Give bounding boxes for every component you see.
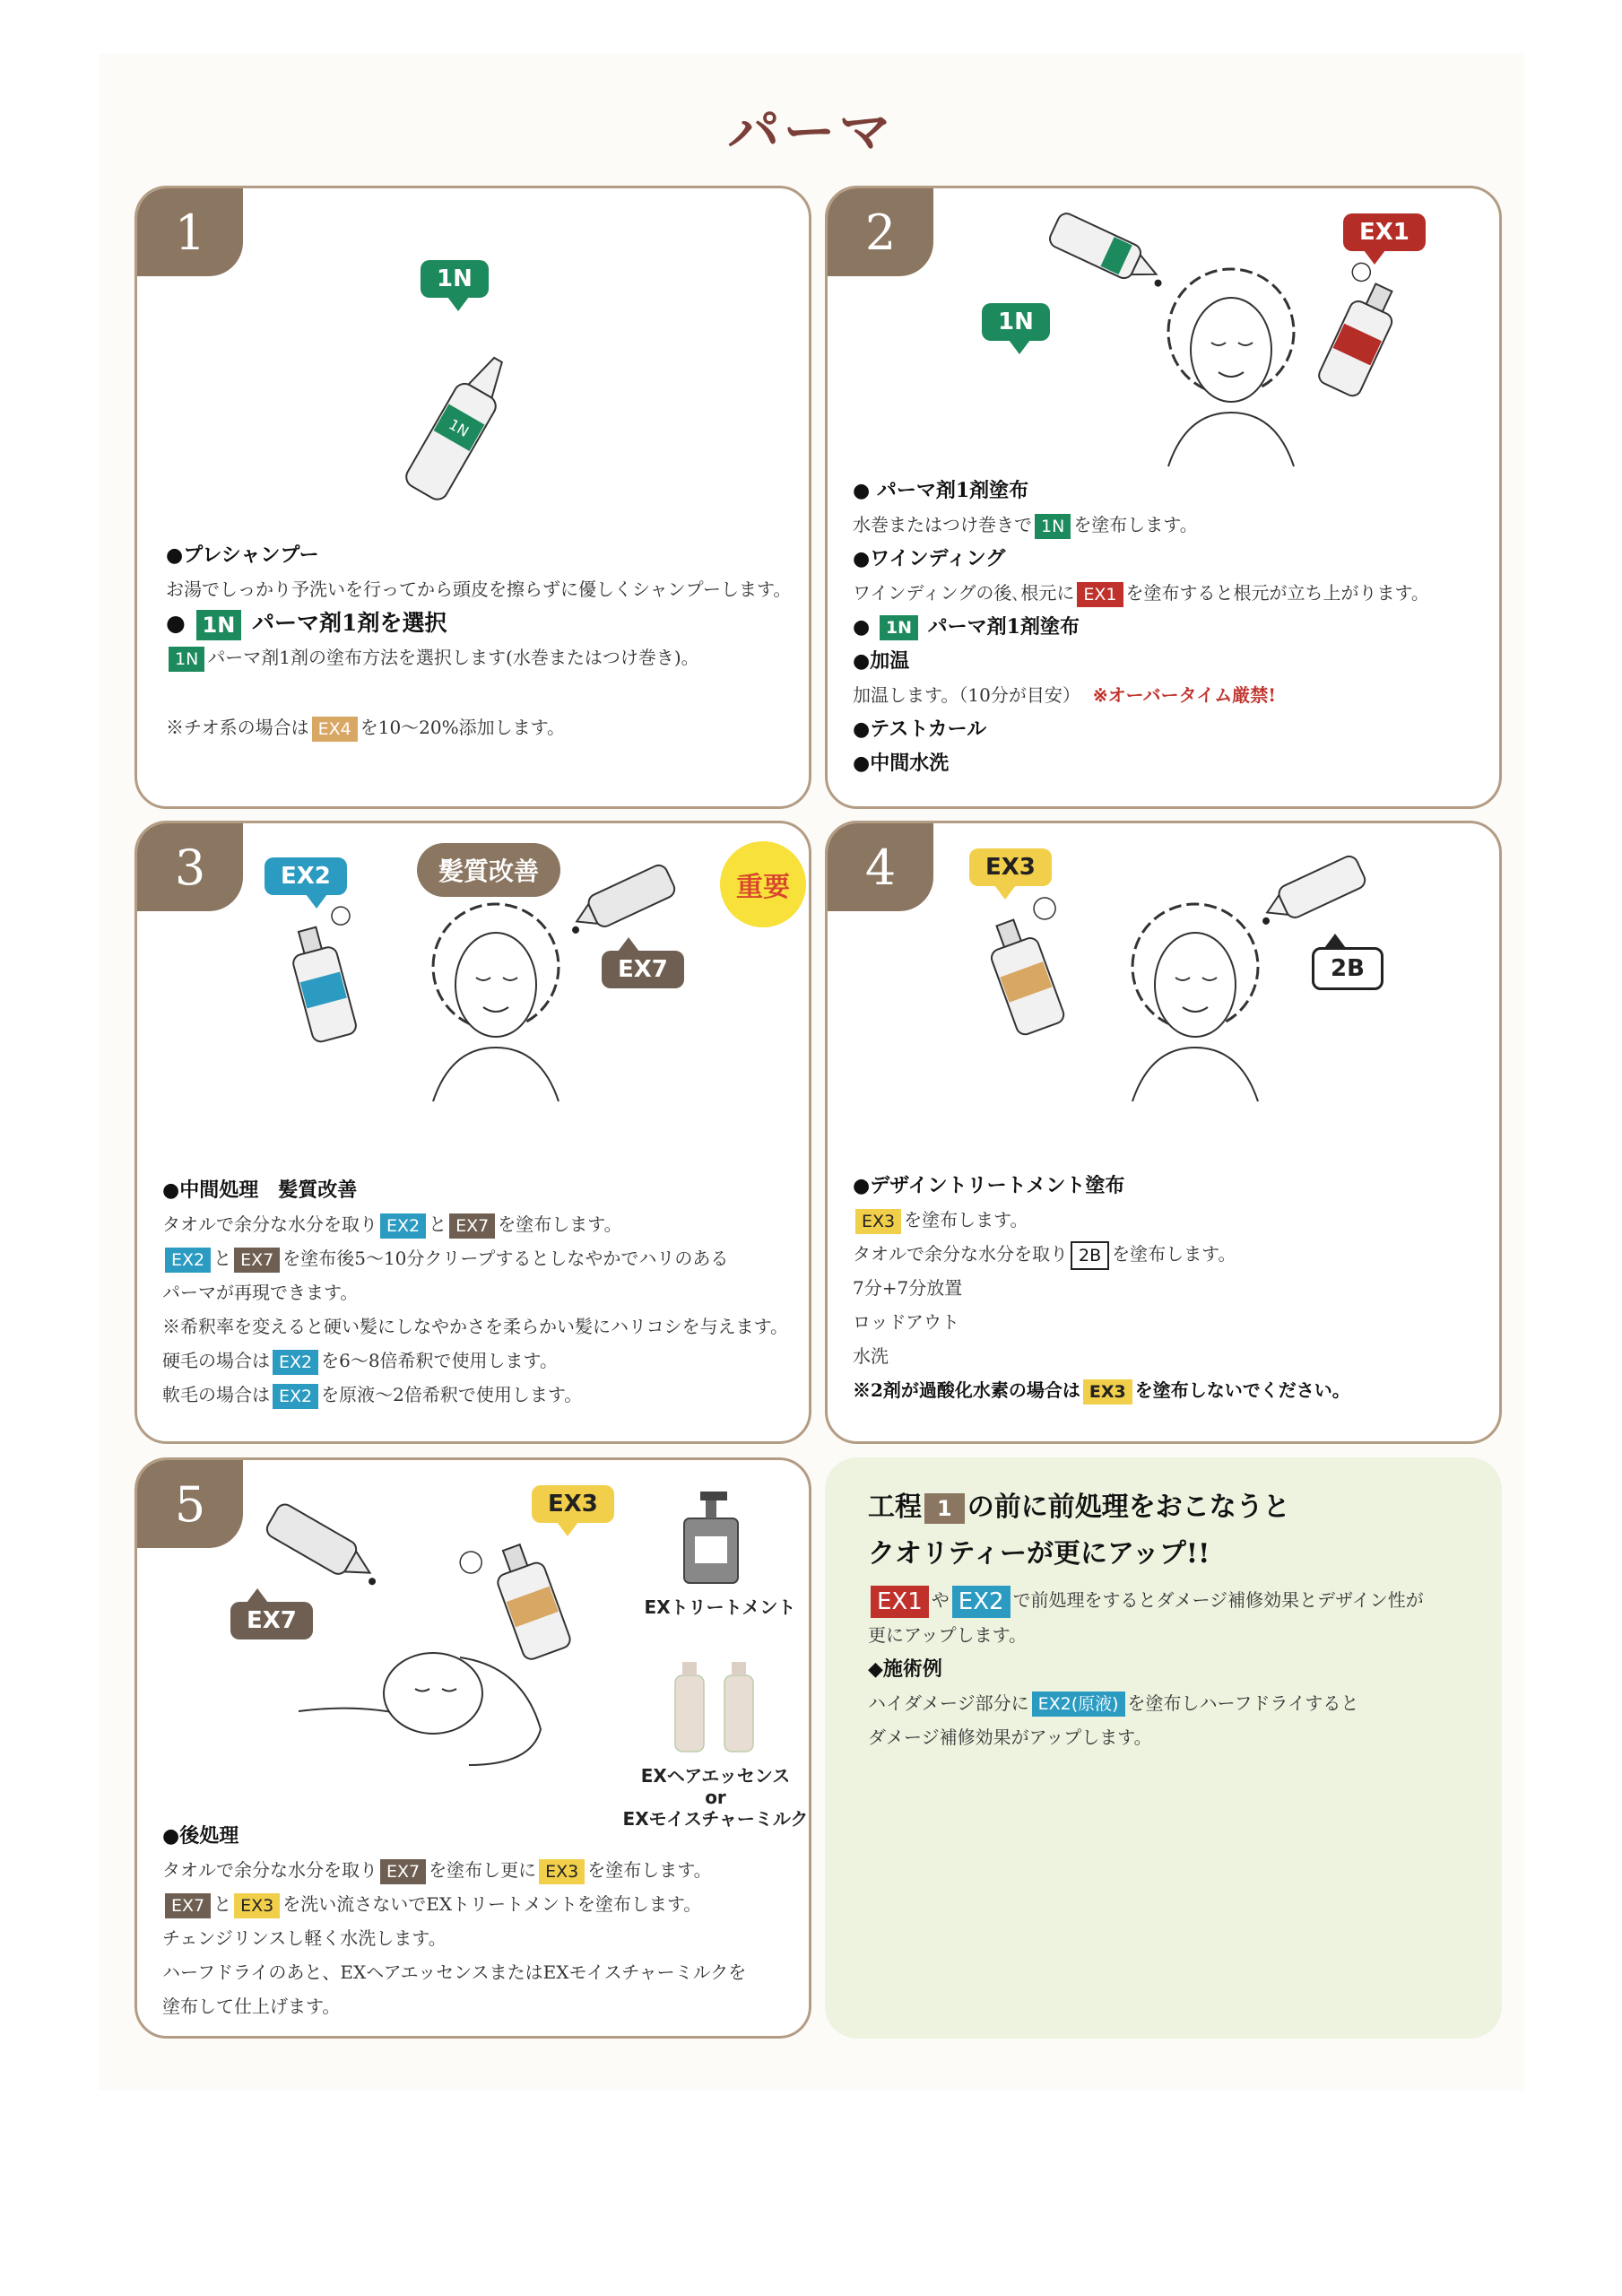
body-line: ダメージ補修効果がアップします。	[868, 1726, 1152, 1748]
body-text: タオルで余分な水分を取り	[162, 1213, 377, 1235]
note-text: ※2剤が過酸化水素の場合は	[853, 1379, 1080, 1401]
body-text: を6〜8倍希釈で使用します。	[321, 1350, 558, 1371]
body-text: や	[931, 1589, 950, 1611]
body-line: ハーフドライのあと、EXヘアエッセンスまたはEXモイスチャーミルクを	[162, 1961, 747, 1983]
ex7-bottle-icon	[568, 859, 684, 940]
body-line	[162, 1207, 799, 1241]
body-line	[853, 678, 1489, 712]
note-line	[166, 710, 794, 744]
body-line: チェンジリンスし軽く水洗します。	[162, 1927, 447, 1949]
2b-tag: 2B	[1071, 1241, 1109, 1270]
tip-text	[868, 1484, 1478, 1754]
face-with-curlers-icon	[1132, 260, 1330, 466]
section-heading: ●テストカール	[853, 718, 987, 741]
2b-bottle-icon	[1258, 850, 1375, 931]
face-with-curlers-icon	[397, 895, 594, 1101]
step-1-tag: 1	[924, 1493, 965, 1524]
ex2-tag: EX2	[952, 1586, 1010, 1618]
body-text: 水巻またはつけ巻きで	[853, 514, 1032, 535]
body-text: パーマ剤1剤の塗布方法を選択します(水巻またはつけ巻き)。	[207, 647, 699, 668]
body-line	[853, 1203, 1489, 1237]
step-3-text	[162, 1173, 799, 1412]
ex7-tag: EX7	[165, 1893, 211, 1918]
note-text: ※チオ系の場合は	[166, 717, 309, 738]
section-heading: ●中間水洗	[853, 752, 950, 775]
body-line	[853, 508, 1489, 542]
heading-text: 工程	[868, 1492, 922, 1523]
reclining-person-icon	[290, 1639, 559, 1774]
step-number: 5	[137, 1460, 243, 1548]
step-1-panel	[134, 186, 811, 809]
body-text: を洗い流さないでEXトリートメントを塗布します。	[282, 1893, 702, 1915]
ex3-label-bubble: EX3	[532, 1485, 614, 1523]
essence-bottles-icon	[666, 1657, 765, 1756]
body-text: を原液〜2倍希釈で使用します。	[321, 1384, 583, 1405]
ex4-tag: EX4	[312, 717, 358, 742]
heading-text: パーマ剤1剤を選択	[252, 610, 447, 636]
body-text: ワインディングの後､根元に	[853, 582, 1075, 604]
step-2-text	[853, 474, 1489, 780]
ex1-spray-bottle-icon	[1312, 269, 1410, 404]
body-text: を塗布します。	[1073, 514, 1198, 535]
bottle-label: 1N	[446, 415, 473, 440]
body-line	[162, 1887, 799, 1921]
heading-text: パーマ剤1剤塗布	[927, 615, 1080, 639]
ex3-tag: EX3	[855, 1209, 901, 1234]
body-text: タオルで余分な水分を取り	[853, 1243, 1068, 1265]
ex1-tag: EX1	[871, 1586, 929, 1618]
step-1-text	[166, 538, 794, 744]
step-5-text	[162, 1819, 799, 2023]
tip-heading	[868, 1484, 1478, 1531]
section-heading: ● 1N パーマ剤1剤塗布	[853, 615, 1080, 639]
body-line: 塗布して仕上げます。	[162, 1996, 341, 2017]
body-text: を塗布します。	[587, 1859, 712, 1881]
tip-heading: クオリティーが更にアップ!!	[868, 1538, 1210, 1570]
ex2-label-bubble: EX2	[265, 857, 347, 895]
body-text: と	[213, 1893, 232, 1915]
note-line	[853, 1373, 1489, 1407]
body-text: タオルで余分な水分を取り	[162, 1859, 377, 1881]
1n-label-bubble: 1N	[421, 260, 489, 298]
body-line: 水洗	[853, 1345, 889, 1367]
ex3-tag: EX3	[539, 1859, 585, 1884]
body-text: 加温します。（10分が目安）	[853, 684, 1080, 706]
pre-treatment-tip-box	[825, 1457, 1502, 2039]
1n-tag: 1N	[169, 647, 204, 672]
1n-label-bubble: 1N	[982, 303, 1050, 341]
ex2-tag: EX2	[380, 1213, 426, 1239]
step-number: 2	[828, 188, 933, 276]
body-line: 更にアップします。	[868, 1623, 1027, 1646]
ex1-tag: EX1	[1077, 582, 1123, 607]
ex2-tag: EX2	[273, 1350, 318, 1375]
step-4-panel	[825, 821, 1502, 1444]
section-heading: ● パーマ剤1剤塗布	[853, 479, 1029, 502]
treatment-caption: EXトリートメント	[644, 1596, 796, 1618]
1n-tag: 1N	[1035, 514, 1071, 539]
treatment-pump-bottle-icon	[675, 1487, 747, 1586]
body-line	[162, 1378, 799, 1412]
ex3-spray-bottle-icon	[971, 904, 1088, 1039]
ex3-label-bubble: EX3	[969, 848, 1052, 886]
ex2-tag: EX2	[165, 1248, 211, 1273]
ex3-tag: EX3	[1083, 1379, 1132, 1405]
body-line	[868, 1686, 1478, 1720]
body-text: ハイダメージ部分に	[868, 1692, 1029, 1714]
note-text: を10〜20%添加します。	[360, 717, 566, 738]
ex7-label-bubble: EX7	[230, 1602, 313, 1639]
ex7-tag: EX7	[380, 1859, 426, 1884]
body-line: 7分+7分放置	[853, 1277, 963, 1299]
warning-text: ※オーバータイム厳禁!	[1092, 684, 1276, 706]
step-3-panel	[134, 821, 811, 1444]
step-4-text	[853, 1169, 1489, 1407]
body-text: を塗布すると根元が立ち上がります。	[1125, 582, 1429, 604]
ex2-spray-bottle-icon	[272, 913, 379, 1048]
body-text: を塗布します。	[498, 1213, 622, 1235]
body-text: を塗布します。	[1112, 1243, 1236, 1265]
note-text: を塗布しないでください。	[1134, 1379, 1350, 1401]
ex7-label-bubble: EX7	[602, 951, 684, 988]
body-line	[868, 1583, 1478, 1618]
ex7-tag: EX7	[449, 1213, 495, 1239]
ex1-label-bubble: EX1	[1343, 213, 1426, 251]
section-heading: ●ワインディング	[853, 547, 1006, 570]
body-text: と	[213, 1248, 232, 1269]
body-line: ロッドアウト	[853, 1311, 959, 1333]
ex2-undiluted-tag: EX2(原液)	[1032, 1692, 1125, 1717]
ex2-tag: EX2	[273, 1384, 318, 1409]
body-line	[853, 576, 1489, 610]
section-heading: ●後処理	[162, 1824, 239, 1848]
section-heading: ●プレシャンプー	[166, 544, 319, 567]
caption-line: EXヘアエッセンス	[640, 1765, 791, 1787]
body-text: と	[429, 1213, 447, 1235]
2b-label-bubble: 2B	[1312, 947, 1383, 990]
section-heading: ●中間処理 髪質改善	[162, 1178, 358, 1202]
heading-text: の前に前処理をおこなうと	[967, 1492, 1290, 1523]
ex7-bottle-icon	[254, 1505, 388, 1595]
body-text: を塗布します。	[904, 1209, 1028, 1231]
section-heading: ● 1N パーマ剤1剤を選択	[166, 606, 794, 640]
body-line	[166, 640, 794, 674]
step-number: 1	[137, 188, 243, 276]
body-text: を塗布後5〜10分クリープするとしなやかでハリのある	[282, 1248, 729, 1269]
body-line: パーマが再現できます。	[162, 1282, 359, 1303]
body-text: を塗布し更に	[429, 1859, 537, 1881]
step-number: 3	[137, 823, 243, 911]
important-stamp: 重要	[720, 841, 806, 927]
body-text: 軟毛の場合は	[162, 1384, 270, 1405]
body-text: を塗布しハーフドライすると	[1127, 1692, 1359, 1714]
body-line	[162, 1241, 799, 1275]
step-5-panel	[134, 1457, 811, 2039]
caption-line: or	[705, 1787, 726, 1808]
1n-bottle-icon	[388, 341, 532, 511]
1n-tag: 1N	[196, 610, 242, 640]
body-text: で前処理をするとダメージ補修効果とデザイン性が	[1012, 1589, 1424, 1611]
1n-tag: 1N	[880, 615, 918, 640]
ex3-tag: EX3	[234, 1893, 280, 1918]
body-line	[162, 1344, 799, 1378]
hair-improvement-pill: 髪質改善	[417, 843, 560, 897]
section-heading: ●デザイントリートメント塗布	[853, 1174, 1125, 1197]
body-line: ※希釈率を変えると硬い髪にしなやかさを柔らかい髪にハリコシを与えます。	[162, 1316, 788, 1337]
section-heading: ◆施術例	[868, 1657, 942, 1681]
ex7-tag: EX7	[234, 1248, 280, 1273]
step-number: 4	[828, 823, 933, 911]
body-text: 硬毛の場合は	[162, 1350, 270, 1371]
step-2-panel	[825, 186, 1502, 809]
section-heading: ●加温	[853, 649, 910, 673]
body-line: お湯でしっかり予洗いを行ってから頭皮を擦らずに優しくシャンプーします。	[166, 578, 792, 600]
page-title: パーマ	[727, 101, 895, 162]
caption-line: EXモイスチャーミルク	[622, 1808, 809, 1830]
body-line	[853, 1237, 1489, 1271]
body-line	[162, 1853, 799, 1887]
